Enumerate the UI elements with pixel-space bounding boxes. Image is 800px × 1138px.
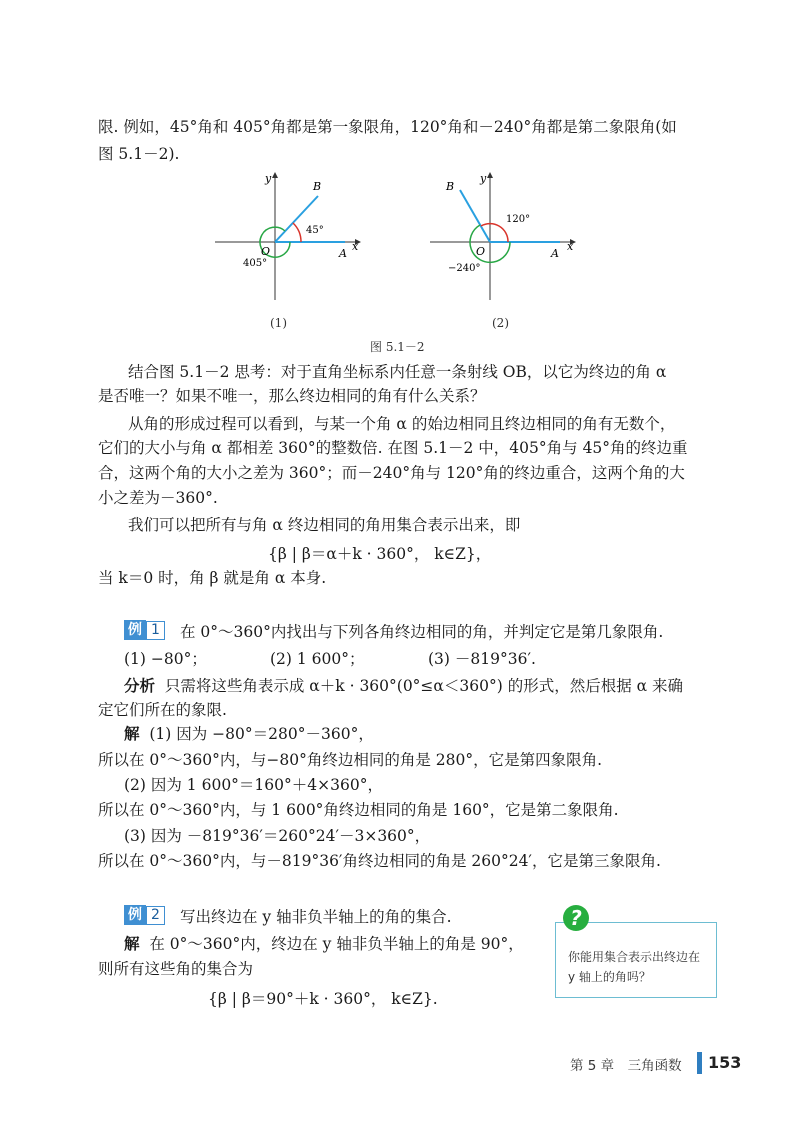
svg-text:?: ? xyxy=(570,906,582,930)
example-1-item-2: (2) 1 600°； xyxy=(270,650,365,668)
solution-1a-text: (1) 因为 −80°＝280°－360°， xyxy=(149,725,374,743)
x-axis-label: x xyxy=(567,240,574,253)
think-line-2: 是否唯一？如果不唯一，那么终边相同的角有什么关系？ xyxy=(98,387,486,405)
example-1-item-3: (3) －819°36′. xyxy=(428,650,536,668)
example-2-solution-text: 在 0°～360°内，终边在 y 轴非负半轴上的角是 90°， xyxy=(149,935,524,953)
figure-1-label: (1) xyxy=(270,316,287,330)
analysis-line-2: 定它们所在的象限. xyxy=(98,701,227,719)
figure-1 xyxy=(205,170,375,300)
point-b-label: B xyxy=(313,180,322,193)
para2-line-1: 我们可以把所有与角 α 终边相同的角用集合表示出来，即 xyxy=(128,516,521,534)
example-1-title: 在 0°～360°内找出与下列各角终边相同的角，并判定它是第几象限角. xyxy=(180,623,664,641)
analysis-text: 只需将这些角表示成 α＋k · 360°(0°≤α＜360°) 的形式，然后根据 α 来确 xyxy=(164,677,684,695)
figure-2-label: (2) xyxy=(492,316,509,330)
solution-2b: 所以在 0°～360°内，与 1 600°角终边相同的角是 160°，它是第二象限角. xyxy=(98,801,619,819)
point-a-label: A xyxy=(551,247,559,260)
origin-label: O xyxy=(261,245,271,258)
figure-2 xyxy=(420,170,590,300)
para1-line-3: 合，这两个角的大小之差为 360°；而－240°角与 120°角的终边重合，这两个角的大 xyxy=(98,464,685,482)
solution-3b: 所以在 0°～360°内，与－819°36′角终边相同的角是 260°24′，它是第三象限角. xyxy=(98,852,661,870)
example-1-tag xyxy=(124,620,172,640)
solution-label: 解 xyxy=(124,724,140,743)
page-number: 153 xyxy=(708,1053,742,1072)
intro-line-1: 限. 例如，45°角和 405°角都是第一象限角，120°角和－240°角都是第二象限角(如 xyxy=(98,118,677,136)
example-label: 例 xyxy=(124,905,146,925)
angle-label-120: 120° xyxy=(506,214,531,225)
example-2-solution-1 xyxy=(124,933,524,955)
example-2-title: 写出终边在 y 轴非负半轴上的角的集合. xyxy=(180,908,452,926)
figure-caption: 图 5.1－2 xyxy=(370,340,425,354)
para2-line-3: 当 k＝0 时，角 β 就是角 α 本身. xyxy=(98,569,327,587)
set-formula: {β | β＝α＋k · 360°， k∈Z}， xyxy=(268,545,492,563)
side-note xyxy=(555,922,717,998)
solution-2a: (2) 因为 1 600°＝160°＋4×360°， xyxy=(124,776,383,794)
y-axis-label: y xyxy=(480,172,487,185)
example-label: 例 xyxy=(124,620,146,640)
intro-line-2: 图 5.1－2). xyxy=(98,145,180,163)
point-a-label: A xyxy=(339,247,347,260)
angle-label-45: 45° xyxy=(306,225,324,236)
para1-line-1: 从角的形成过程可以看到，与某一个角 α 的始边相同且终边相同的角有无数个， xyxy=(128,415,676,433)
question-mark-icon xyxy=(562,904,590,932)
analysis-label: 分析 xyxy=(124,676,156,695)
angle-label-neg240: −240° xyxy=(448,263,481,274)
solution-1a xyxy=(124,723,374,745)
origin-label: O xyxy=(476,245,486,258)
example-number: 2 xyxy=(146,906,165,925)
example-1-item-1: (1) −80°； xyxy=(124,650,207,668)
side-note-text: 你能用集合表示出终边在 y 轴上的角吗？ xyxy=(568,950,701,984)
para1-line-2: 它们的大小与角 α 都相差 360°的整数倍. 在图 5.1－2 中，405°角与 45°角的终边重 xyxy=(98,439,688,457)
x-axis-label: x xyxy=(352,240,359,253)
analysis-line-1 xyxy=(124,675,683,697)
think-line-1: 结合图 5.1－2 思考：对于直角坐标系内任意一条射线 OB，以它为终边的角 α xyxy=(128,363,667,381)
solution-1b: 所以在 0°～360°内，与−80°角终边相同的角是 280°，它是第四象限角. xyxy=(98,751,603,769)
example-number: 1 xyxy=(146,621,165,640)
example-2-tag xyxy=(124,905,172,925)
point-b-label: B xyxy=(446,180,455,193)
solution-label: 解 xyxy=(124,934,140,953)
example-2-solution-2: 则所有这些角的集合为 xyxy=(98,960,254,978)
y-axis-label: y xyxy=(265,172,272,185)
angle-label-405: 405° xyxy=(243,258,268,269)
footer-divider xyxy=(697,1052,702,1074)
para1-line-4: 小之差为－360°. xyxy=(98,489,218,507)
example-2-formula: {β | β＝90°＋k · 360°， k∈Z}. xyxy=(208,990,438,1008)
chapter-label: 第 5 章 三角函数 xyxy=(570,1058,682,1074)
solution-3a: (3) 因为 －819°36′＝260°24′－3×360°， xyxy=(124,827,431,845)
